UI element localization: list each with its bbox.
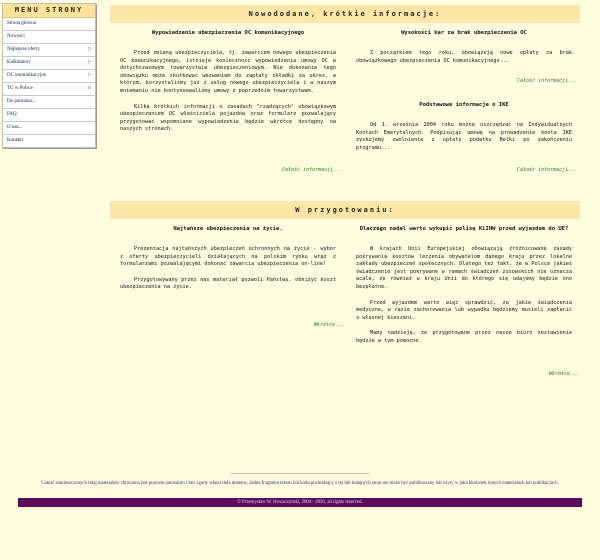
menu-item-label: Najlepsze oferty [7, 47, 40, 52]
chevron-right-icon: ▷ [88, 47, 92, 52]
menu-item-label: TU w Polsce [7, 86, 33, 91]
footer-divider [230, 473, 370, 474]
article-title: Najtańsze ubezpieczenia na życie. [173, 226, 283, 232]
chevron-right-icon: ▷ [88, 86, 92, 91]
news-left-article [120, 30, 336, 134]
copyright-notice: Całość zamieszczonych tutaj materiałów chroniona jest prawem autorskim i bez zgody właściciela domeny, żaden fragment tekstu lub kodu pochodzący z tej lub kolejnych stron nie może być publikowany lub użyty w jakichkolwiek innych materiałach lub publikacjach. [41, 481, 559, 486]
menu-item-faq[interactable] [3, 109, 95, 122]
menu-item-label: Kalkulatory [7, 60, 31, 65]
copyright-bar [18, 498, 582, 507]
menu-item-label: Kontakt [7, 138, 24, 143]
article-text: Przygotowywany przez nas materiał pozwoli Państwu, obniżyć koszt ubezpieczenia na życie. [120, 276, 336, 291]
menu-item-label: Do pobrania... [7, 99, 36, 104]
prep-left-article [120, 226, 336, 292]
more-info-link[interactable]: Całość informacji... [517, 167, 578, 173]
coming-soon-link[interactable]: Wkrótce... [549, 371, 580, 377]
menu-title: MENU STRONY [3, 4, 95, 18]
main-menu [2, 3, 96, 148]
article-text: Mamy nadzieję, że przygotowane przez nasze biuro zestawienie będzie w tym pomocne. [356, 330, 572, 344]
article-text: Od 1. września 2004 roku można oszczędzać na Indywidualnych Kontach Emerytalnych. Podpisując umowę na prowadzenie konta IKE zyskujemy zwolnienie z opłaty podatku Belki po zakończeniu programu... [356, 122, 572, 151]
news-right-bottom-article [356, 102, 572, 152]
menu-item-about[interactable] [3, 122, 95, 135]
article-title: Wypowiedzenie ubezpieczenia OC komunikacyjnego [151, 30, 305, 36]
article-title: Dlaczego nadal warto wykupić polisę KLINW przed wyjazdem do UE? [359, 226, 569, 232]
news-right-top-article [356, 30, 572, 65]
menu-item-label: Nowości [7, 34, 25, 39]
article-text: Przed zmianą ubezpieczyciela, tj. zawarciem nowego ubezpieczenia OC komunikacyjnego, istnieje konieczność wypowiedzenia umowy OC w dotychczasowym towarzystwie ubezpieczeniowym. Nie dokonanie tego obowiązku może skutkować wezwaniem do zapłaty składki za okres, w którym, korzystaliśmy już z usług nowego ubezpieczyciela i w naszym mniemaniu nie kontynuowaliśmy umowy z poprzednim towarzystwem. [120, 50, 336, 94]
coming-soon-link[interactable]: Wkrótce... [314, 322, 345, 328]
menu-item-label: Strona główna [7, 21, 37, 26]
menu-item-label: O nas... [7, 125, 23, 130]
article-text: Prezentacja najtańszych ubezpieczeń ochronnych na życie - wybór z oferty ubezpieczycieli działających na polskim rynku wraz z formularzami pozwalającymi dokonać zawarcia ubezpieczenia on-line! [120, 246, 336, 268]
chevron-right-icon: ▷ [88, 73, 92, 78]
menu-item-tu-poland[interactable] [3, 83, 95, 96]
news-header: Nowododane, krótkie informacje: [110, 5, 580, 23]
menu-item-news[interactable] [3, 31, 95, 44]
article-title: Wysokości kar za brak ubezpieczenia OC [401, 30, 527, 36]
prep-right-article [356, 226, 572, 346]
news-section [110, 5, 580, 23]
menu-item-downloads[interactable] [3, 96, 95, 109]
article-text: W krajach Unii Europejskiej obowiązują zróżnicowane zasady pokrywania kosztów leczenia obywatelom danego kraju przez lokalne zakłady ubezpieczeń społecznych. Dlatego też fakt, że w Polsce jakieś świadczenie jest pokrywane w ramach świadczeń zusowskich nie oznacza wcale, że również w kraju Unii do którego się udajemy będzie ono bezpłatne. [356, 246, 572, 290]
chevron-right-icon: ▷ [88, 60, 92, 65]
more-info-link[interactable]: Całość informacji... [517, 78, 578, 84]
article-text: Przed wyjazdem warto więc sprawdzić, za jakie świadczenia medyczne, w razie zachorowania lub wypadku będziemy musieli zapłacić z własnej kieszeni. [356, 299, 572, 321]
menu-item-best-offers[interactable] [3, 44, 95, 57]
prep-section [110, 201, 580, 219]
menu-item-home[interactable] [3, 18, 95, 31]
menu-item-calculators[interactable] [3, 57, 95, 70]
prep-header: W przygotowaniu: [110, 201, 580, 219]
menu-item-oc[interactable] [3, 70, 95, 83]
article-text: Z początkiem tego roku, obowiązują nowe opłaty za brak obowiązkowego ubezpieczenia OC komunikacyjnego... [356, 50, 572, 64]
article-text: Kilka krótkich informacji o zasadach "rządzących" obowiązkowym ubezpieczeniem OC właściciela pojazdów oraz formularz pozwalający przygotować wspomniane wypowiedzenie będzie wkrótce dostępny na naszych stronach. [120, 103, 336, 133]
menu-item-label: OC komunikacyjne [7, 73, 47, 78]
more-info-link[interactable]: Całość informacji... [282, 167, 343, 173]
menu-item-contact[interactable] [3, 135, 95, 147]
article-title: Podstawowe informacje o IKE [419, 102, 509, 108]
copyright-text: © Przemysław W. Nowaczyński, 2004 - 2026, all rights reserved. [237, 500, 363, 505]
menu-item-label: FAQ [7, 112, 17, 117]
